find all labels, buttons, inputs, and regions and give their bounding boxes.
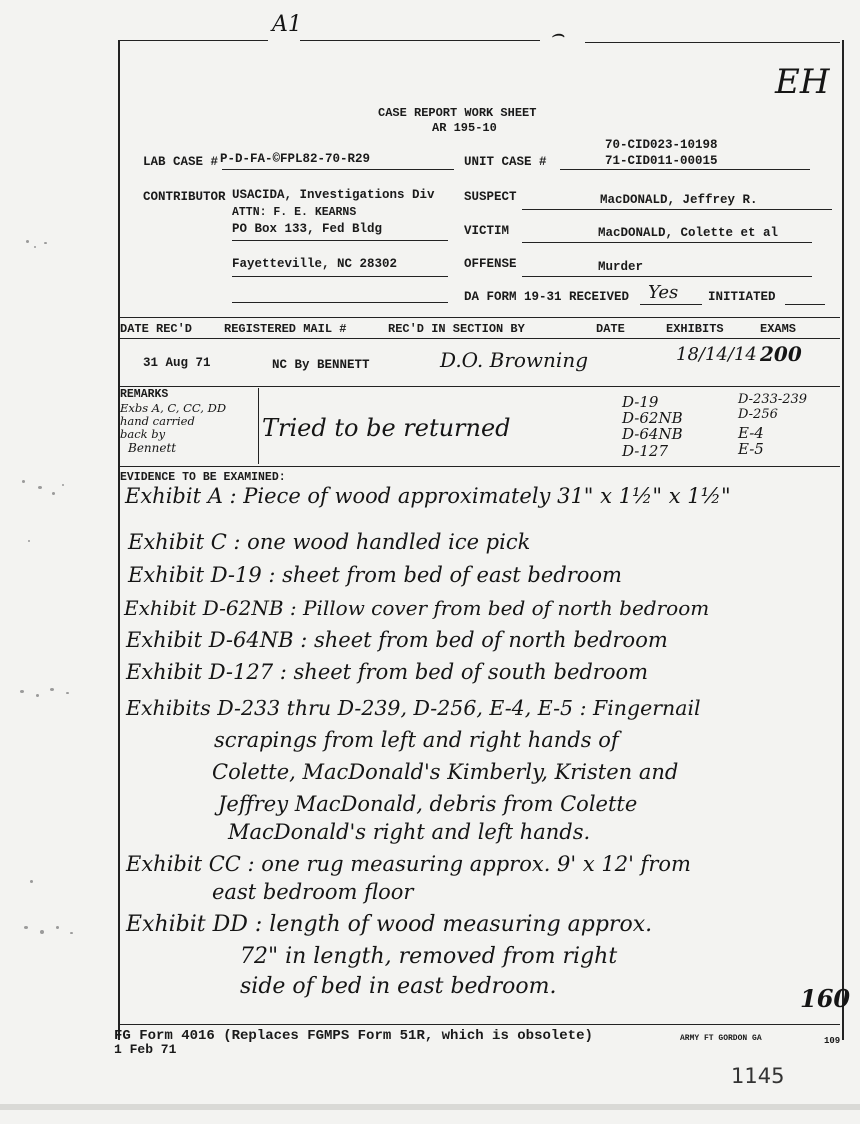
contributor-line4: Fayetteville, NC 28302 [232,257,398,271]
da-form-received-mark: Yes [648,282,679,303]
evidence-line-2: Exhibit D-19 : sheet from bed of east bedroom [128,563,622,587]
lab-case-underline [222,169,454,170]
unit-case-line1: 70-CID023-10198 [605,138,718,152]
remarks-exhibit-col1-3: D-127 [622,442,669,460]
top-left-mark: A1 [272,12,302,37]
evidence-line-11: Exhibit CC : one rug measuring approx. 9' x 12' from [126,852,691,876]
col-header-registered-mail: REGISTERED MAIL # [224,322,347,336]
victim-label: VICTIM [464,224,510,238]
evidence-line-13: Exhibit DD : length of wood measuring approx. [126,912,653,937]
unit-case-line2: 71-CID011-00015 [605,154,718,168]
da-form-label: DA FORM 19-31 RECEIVED [464,290,630,304]
contributor-line2: ATTN: F. E. KEARNS [232,206,357,219]
evidence-line-4: Exhibit D-64NB : sheet from bed of north bedroom [126,628,668,652]
remarks-exhibit-col2-2: E-4 [738,424,764,442]
da-form-received-underline [640,304,702,305]
contributor-label: CONTRIBUTOR [143,190,226,204]
evidence-line-12: east bedroom floor [212,880,414,904]
offense-value: Murder [598,260,644,274]
contributor-line3: PO Box 133, Fed Bldg [232,222,383,236]
unit-case-label: UNIT CASE # [464,155,547,169]
remarks-exhibit-col1-1: D-62NB [622,409,683,427]
remarks-divider [258,388,259,464]
remarks-left-note-line4: Bennett [128,441,177,455]
footer-form-line1: FG Form 4016 (Replaces FGMPS Form 51R, which is obsolete) [114,1028,593,1044]
receipt-header-bottom-rule [118,338,840,339]
col-header-exams: EXAMS [760,322,797,336]
remarks-exhibit-col1-2: D-64NB [622,425,683,443]
remarks-center-note: Tried to be returned [262,414,511,442]
top-border-mid [300,40,540,41]
footer-code: 109 [824,1036,841,1046]
lab-case-label: LAB CASE # [143,155,219,169]
evidence-line-8: Colette, MacDonald's Kimberly, Kristen and [212,760,679,784]
remarks-exhibit-col1-0: D-19 [622,393,659,411]
remarks-left-note-line2: hand carried [120,414,195,428]
footer-form-line2: 1 Feb 71 [114,1042,177,1057]
scan-bottom-edge [0,1104,860,1110]
form-regulation: AR 195-10 [432,121,497,135]
remarks-exhibit-col2-0: D-233-239 [738,392,808,407]
remarks-left-note-line1: Exbs A, C, CC, DD [120,401,227,415]
initiated-underline [785,304,825,305]
col-header-date-recd: DATE REC'D [120,322,193,336]
receipt-header-top-rule [118,317,840,318]
evidence-line-0: Exhibit A : Piece of wood approximately 31" x 1½" x 1½" [125,484,731,508]
evidence-line-7: scrapings from left and right hands of [214,728,619,752]
victim-underline [522,242,812,243]
contributor-blank-underline [232,302,448,303]
offense-underline [522,276,812,277]
da-form-initiated-label: INITIATED [708,290,776,304]
date-recd-value: 31 Aug 71 [143,356,211,370]
evidence-line-14: 72" in length, removed from right [240,944,618,969]
offense-label: OFFENSE [464,257,517,271]
date-value: 18/14/14 [676,344,757,365]
remarks-label: REMARKS [120,388,169,401]
staple-mark: ⌢ [550,22,565,47]
evidence-label: EVIDENCE TO BE EXAMINED: [120,471,286,484]
top-border-left [118,40,268,41]
footer-printer: ARMY FT GORDON GA [680,1034,762,1043]
section-by-signature: D.O. Browning [440,348,588,372]
victim-value: MacDONALD, Colette et al [598,226,779,240]
receipt-row-bottom-rule [118,386,840,387]
remarks-left-note-line3: back by [120,427,166,441]
col-header-recd-in-section: REC'D IN SECTION BY [388,322,525,336]
evidence-line-1: Exhibit C : one wood handled ice pick [128,530,531,554]
evidence-line-10: MacDonald's right and left hands. [228,820,591,844]
page-number: 1145 [731,1064,785,1088]
remarks-exhibit-col2-1: D-256 [738,407,778,422]
suspect-underline [522,209,832,210]
col-header-date: DATE [596,322,625,336]
suspect-label: SUSPECT [464,190,517,204]
evidence-line-6: Exhibits D-233 thru D-239, D-256, E-4, E-5 : Fingernail [126,696,701,720]
exams-value: 200 [760,342,802,366]
evidence-line-3: Exhibit D-62NB : Pillow cover from bed of north bedroom [124,596,710,620]
lab-case-value: P-D-FA-©FPL82-70-R29 [220,152,371,166]
col-header-exhibits: EXHIBITS [666,322,724,336]
remarks-bottom-rule [118,466,840,467]
evidence-line-15: side of bed in east bedroom. [240,974,557,999]
remarks-exhibit-col2-3: E-5 [738,440,764,458]
contributor-line1: USACIDA, Investigations Div [232,188,435,202]
form-title: CASE REPORT WORK SHEET [378,106,537,120]
contributor-line3-underline [232,240,448,241]
unit-case-underline [560,169,810,170]
suspect-value: MacDONALD, Jeffrey R. [600,193,758,207]
evidence-line-5: Exhibit D-127 : sheet from bed of south bedroom [126,660,649,684]
top-border-right [585,42,840,43]
registered-mail-value: NC By BENNETT [272,358,370,372]
evidence-line-9: Jeffrey MacDonald, debris from Colette [218,792,638,816]
corner-initials: EH [775,62,830,102]
contributor-line4-underline [232,276,448,277]
evidence-page-mark: 160 [800,984,851,1013]
form-bottom-rule [118,1024,840,1025]
